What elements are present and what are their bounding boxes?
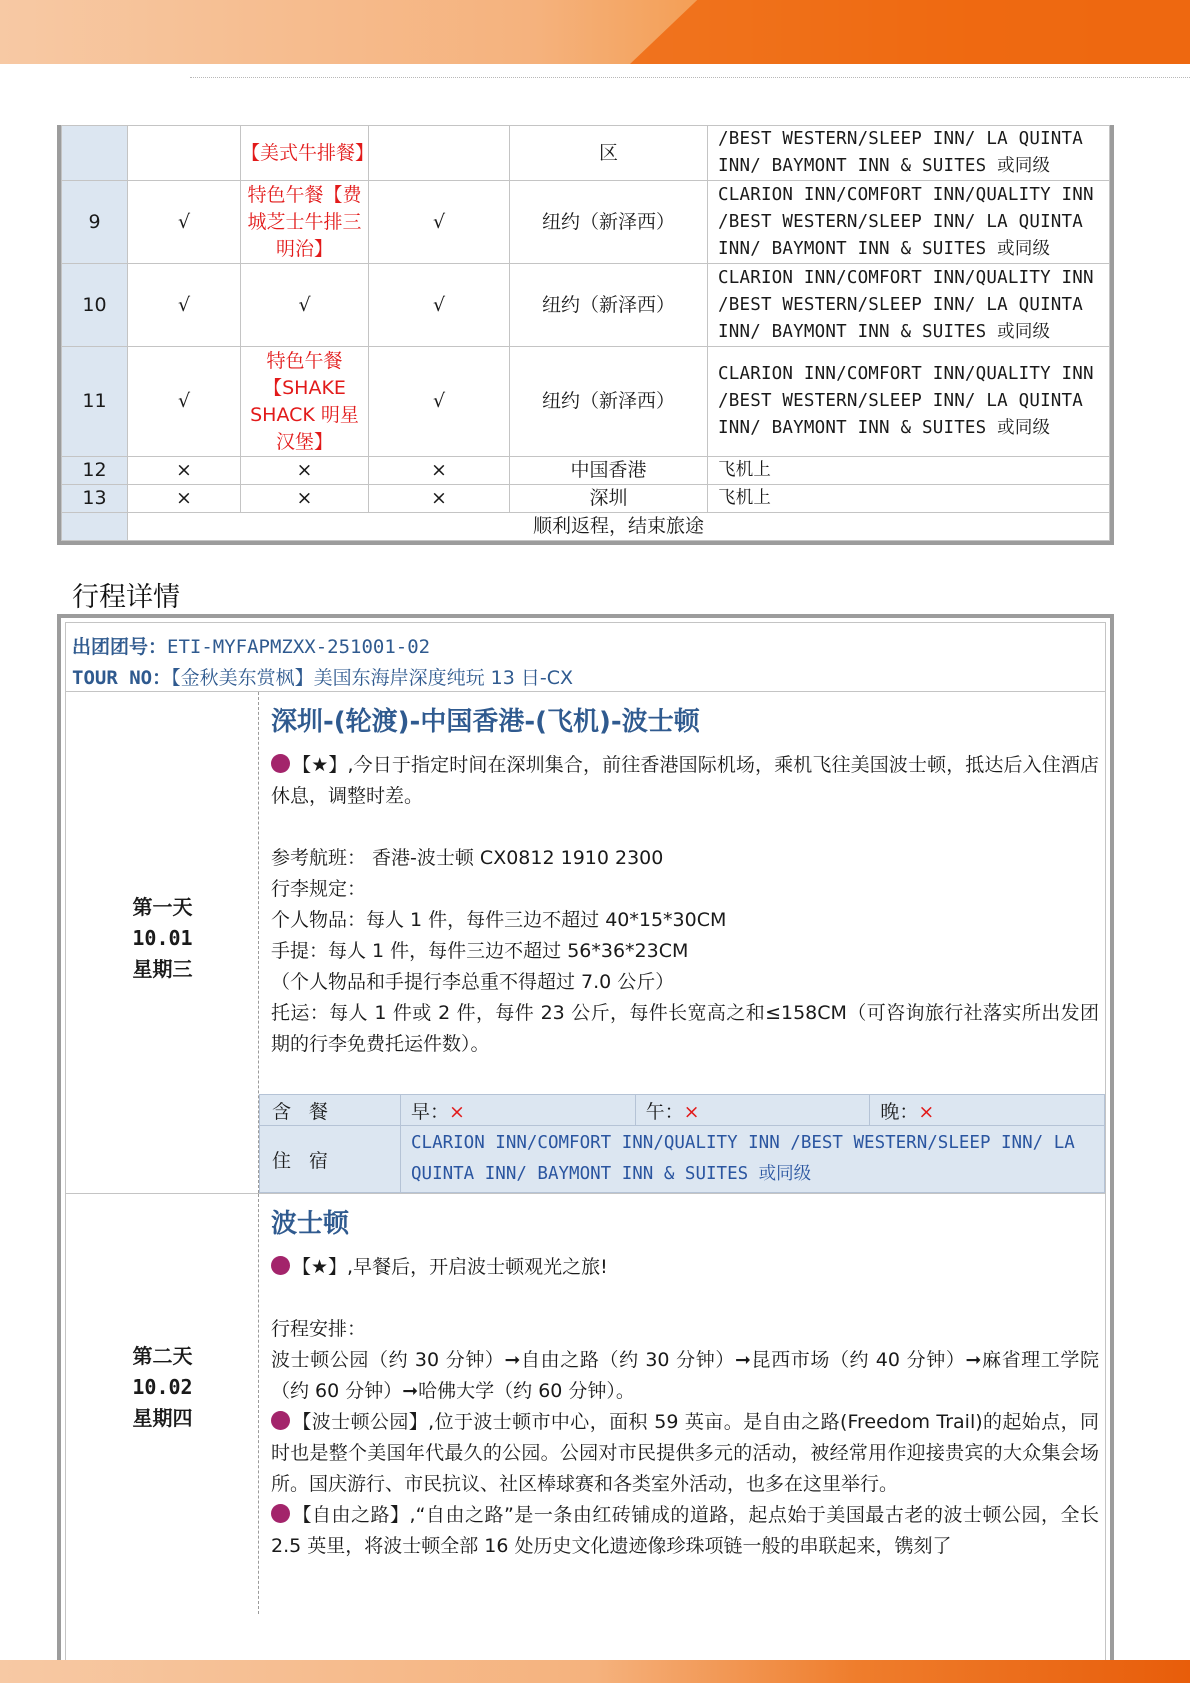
summary-row xyxy=(62,485,1110,513)
hotel-cell: /BEST WESTERN/SLEEP INN/ LA QUINTA INN/ BAYMONT INN & SUITES 或同级 xyxy=(708,126,1110,181)
day-number-cell: 13 xyxy=(62,485,128,513)
day-1-content xyxy=(259,692,1105,1193)
day-1-weekday: 星期三 xyxy=(132,957,193,981)
city-cell: 纽约（新泽西） xyxy=(510,181,708,264)
header-banner xyxy=(0,0,1190,64)
day-1-date: 10.01 xyxy=(132,926,193,950)
day-1-title: 深圳-(轮渡)-中国香港-(飞机)-波士顿 xyxy=(271,707,700,737)
schedule-title: 行程安排： xyxy=(271,1318,367,1340)
city-cell: 纽约（新泽西） xyxy=(510,264,708,347)
itinerary-detail xyxy=(57,614,1114,1674)
day-2-label: 第二天 xyxy=(132,1344,193,1368)
freedom-trail-desc: 【自由之路】,“自由之路”是一条由红砖铺成的道路，起点始于美国最古老的波士顿公园，全长 2.5 英里，将波士顿全部 16 处历史文化遗迹像珍珠项链一般的串联起来，镌刻了 xyxy=(271,1504,1099,1557)
tour-no-label: TOUR NO： xyxy=(72,667,172,689)
day-2-intro: 【★】,早餐后，开启波士顿观光之旅! xyxy=(271,1252,1099,1283)
bullet-icon xyxy=(271,1256,290,1275)
city-cell: 深圳 xyxy=(510,485,708,513)
dinner-cell: √ xyxy=(369,264,510,347)
day-number-cell: 10 xyxy=(62,264,128,347)
day-1-intro: 【★】,今日于指定时间在深圳集合，前往香港国际机场，乘机飞往美国波士顿，抵达后入住酒店休息，调整时差。 xyxy=(271,754,1099,807)
dinner-cell: 晚：× xyxy=(870,1095,1105,1126)
lunch-cell: 特色午餐【费城芝士牛排三明治】 xyxy=(241,181,369,264)
hotel-cell: 飞机上 xyxy=(708,457,1110,485)
lunch-cell: 【美式牛排餐】 xyxy=(241,126,369,181)
lunch-cell: √ xyxy=(241,264,369,347)
footer-banner xyxy=(0,1660,1190,1683)
lunch-cell: × xyxy=(241,457,369,485)
group-number-line xyxy=(72,632,1105,663)
city-cell: 区 xyxy=(510,126,708,181)
luggage-note: （个人物品和手提行李总重不得超过 7.0 公斤） xyxy=(271,971,675,993)
lunch-cell: × xyxy=(241,485,369,513)
tour-name: 【金秋美东赏枫】美国东海岸深度纯玩 13 日-CX xyxy=(171,667,573,689)
luggage-checked: 托运：每人 1 件或 2 件，每件 23 公斤，每件长宽高之和≤158CM（可咨询旅行社落实所出发团期的行李免费托运件数）。 xyxy=(271,1002,1099,1055)
summary-footer-row xyxy=(62,513,1110,541)
hotel-cell: 飞机上 xyxy=(708,485,1110,513)
meals-label: 含 餐 xyxy=(260,1095,401,1126)
city-cell: 中国香港 xyxy=(510,457,708,485)
summary-row xyxy=(62,347,1110,457)
group-number-label: 出团团号： xyxy=(72,636,168,658)
day-1-date-column xyxy=(66,692,259,1193)
day-2-title: 波士顿 xyxy=(271,1209,350,1239)
day-number-cell xyxy=(62,513,128,541)
tour-name-line xyxy=(72,663,1105,694)
day-2-date-column xyxy=(66,1194,259,1614)
section-title: 行程详情 xyxy=(72,582,180,613)
day-number-cell: 11 xyxy=(62,347,128,457)
dinner-cell: √ xyxy=(369,347,510,457)
summary-row xyxy=(62,126,1110,181)
bullet-icon xyxy=(271,1504,290,1523)
lunch-cell: 特色午餐【SHAKE SHACK 明星汉堡】 xyxy=(241,347,369,457)
breakfast-cell xyxy=(128,126,241,181)
hotel-label: 住 宿 xyxy=(260,1126,401,1193)
dinner-cell: × xyxy=(369,485,510,513)
header-skyline-decoration xyxy=(630,0,1190,64)
city-cell: 纽约（新泽西） xyxy=(510,347,708,457)
tour-header xyxy=(66,623,1105,692)
breakfast-cell: × xyxy=(128,485,241,513)
hotel-cell: CLARION INN/COMFORT INN/QUALITY INN /BEST WESTERN/SLEEP INN/ LA QUINTA INN/ BAYMONT INN & SUITES 或同级 xyxy=(708,347,1110,457)
day-number-cell: 9 xyxy=(62,181,128,264)
flight-info: 参考航班： 香港-波士顿 CX0812 1910 2300 xyxy=(271,847,664,869)
dinner-cell xyxy=(369,126,510,181)
luggage-title: 行李规定： xyxy=(271,878,367,900)
day-1-meals-hotel xyxy=(259,1094,1105,1193)
trip-end-note: 顺利返程，结束旅途 xyxy=(128,513,1110,541)
day-2-content xyxy=(259,1194,1105,1614)
breakfast-cell: √ xyxy=(128,264,241,347)
day-1-label: 第一天 xyxy=(132,895,193,919)
hotel-value: CLARION INN/COMFORT INN/QUALITY INN /BEST WESTERN/SLEEP INN/ LA QUINTA INN/ BAYMONT INN & SUITES 或同级 xyxy=(401,1126,1105,1193)
group-number: ETI-MYFAPMZXX-251001-02 xyxy=(167,636,431,658)
breakfast-cell: √ xyxy=(128,347,241,457)
day-2-date: 10.02 xyxy=(132,1375,193,1399)
breakfast-cell: 早：× xyxy=(401,1095,636,1126)
day-1 xyxy=(66,692,1105,1194)
dinner-cell: √ xyxy=(369,181,510,264)
day-number-cell: 12 xyxy=(62,457,128,485)
header-divider xyxy=(190,77,1190,78)
boston-common-desc: 【波士顿公园】,位于波士顿市中心，面积 59 英亩。是自由之路(Freedom Trail)的起始点，同时也是整个美国年代最久的公园。公园对市民提供多元的活动，被经常用作迎接贵宾的大众集会场所。国庆游行、市民抗议、社区棒球赛和各类室外活动，也多在这里举行。 xyxy=(271,1411,1099,1495)
schedule-route: 波士顿公园（约 30 分钟）➞自由之路（约 30 分钟）➞昆西市场（约 40 分钟）➞麻省理工学院（约 60 分钟）➞哈佛大学（约 60 分钟）。 xyxy=(271,1349,1099,1402)
hotel-cell: CLARION INN/COMFORT INN/QUALITY INN /BEST WESTERN/SLEEP INN/ LA QUINTA INN/ BAYMONT INN & SUITES 或同级 xyxy=(708,181,1110,264)
day-2-weekday: 星期四 xyxy=(132,1406,193,1430)
lunch-cell: 午：× xyxy=(635,1095,870,1126)
summary-row xyxy=(62,264,1110,347)
itinerary-summary-table xyxy=(57,125,1114,545)
summary-row xyxy=(62,457,1110,485)
dinner-cell: × xyxy=(369,457,510,485)
breakfast-cell: √ xyxy=(128,181,241,264)
breakfast-cell: × xyxy=(128,457,241,485)
luggage-hand: 手提：每人 1 件，每件三边不超过 56*36*23CM xyxy=(271,940,689,962)
summary-row xyxy=(62,181,1110,264)
luggage-personal: 个人物品：每人 1 件，每件三边不超过 40*15*30CM xyxy=(271,909,727,931)
day-number-cell xyxy=(62,126,128,181)
hotel-cell: CLARION INN/COMFORT INN/QUALITY INN /BEST WESTERN/SLEEP INN/ LA QUINTA INN/ BAYMONT INN & SUITES 或同级 xyxy=(708,264,1110,347)
bullet-icon xyxy=(271,754,290,773)
day-2 xyxy=(66,1194,1105,1614)
bullet-icon xyxy=(271,1411,290,1430)
